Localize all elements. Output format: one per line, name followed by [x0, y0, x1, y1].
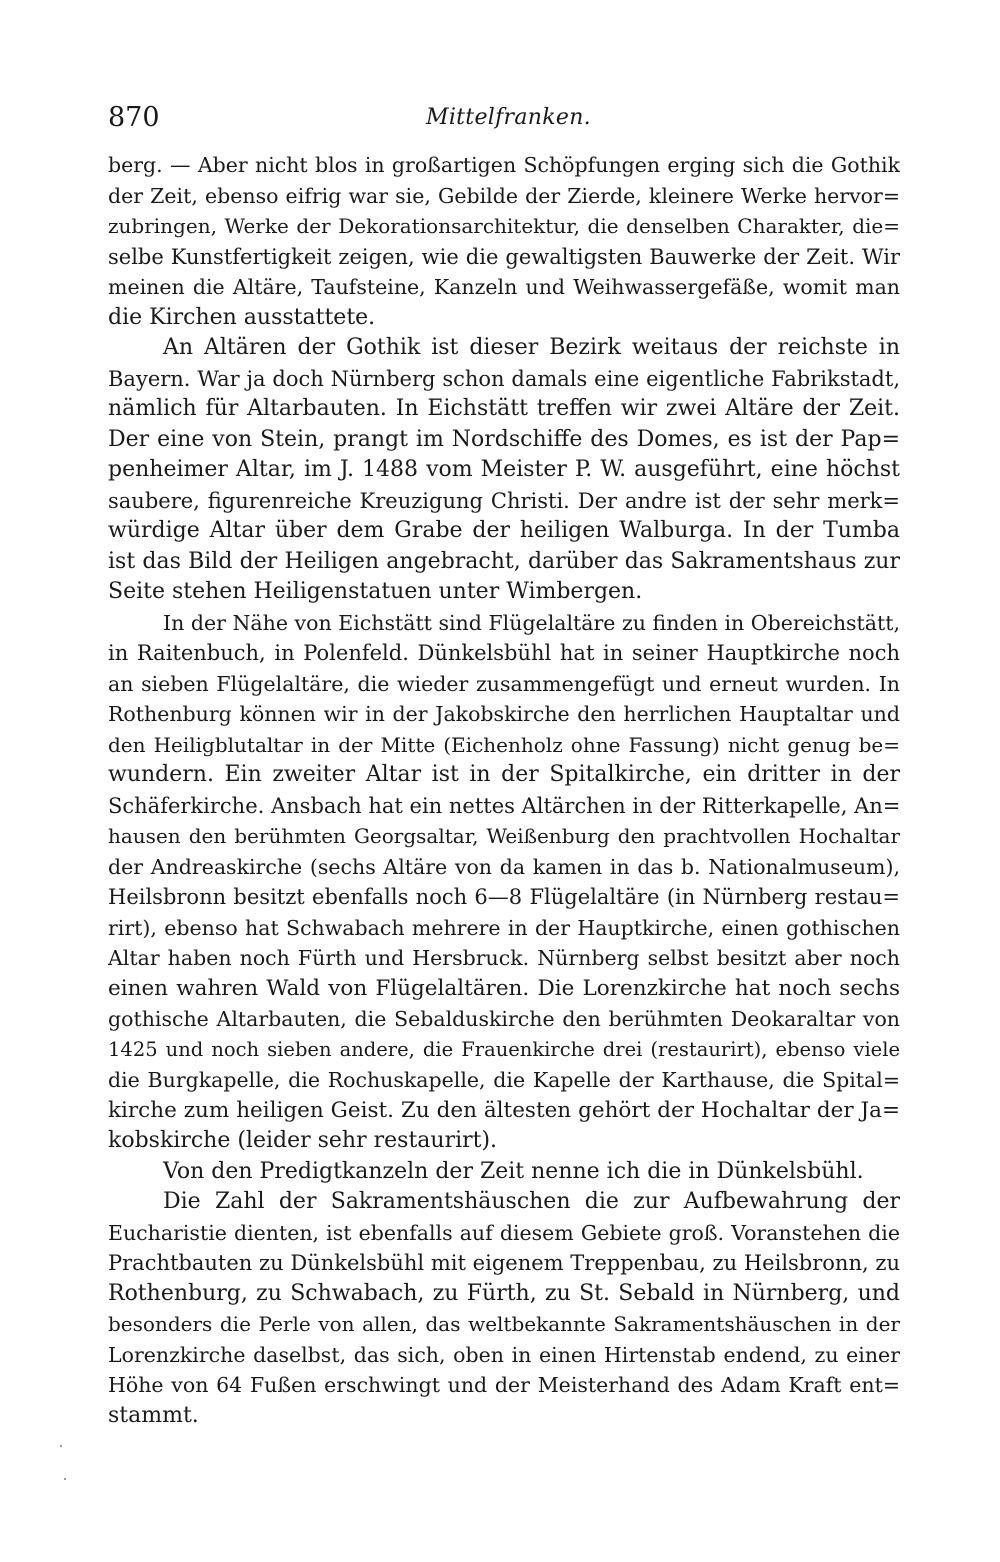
text-line: wundern. Ein zweiter Altar ist in der Spitalkirche, ein dritter in der	[108, 762, 900, 787]
text-line: 1425 und noch sieben andere, die Frauenkirche drei (restaurirt), ebenso viele	[108, 1037, 900, 1061]
text-line: Rothenburg, zu Schwabach, zu Fürth, zu St. Sebald in Nürnberg, und	[108, 1280, 900, 1306]
text-line: saubere, figurenreiche Kreuzigung Christi. Der andre ist der sehr merk=	[108, 488, 900, 513]
text-line: selbe Kunstfertigkeit zeigen, wie die gewaltigsten Bauwerke der Zeit. Wir	[108, 244, 900, 269]
text-line: gothische Altarbauten, die Sebalduskirche den berühmten Deokaraltar von	[108, 1007, 900, 1031]
text-line: würdige Altar über dem Grabe der heiligen Walburga. In der Tumba	[108, 518, 900, 543]
paper-speck	[60, 1445, 62, 1447]
text-line: Seite stehen Heiligenstatuen unter Wimbergen.	[108, 579, 643, 604]
text-line: kobskirche (leider sehr restaurirt).	[108, 1128, 498, 1153]
text-line: meinen die Altäre, Taufsteine, Kanzeln und Weihwassergefäße, womit man	[108, 275, 900, 299]
text-line: Die Zahl der Sakramentshäuschen die zur Aufbewahrung der	[163, 1189, 900, 1214]
text-line: Prachtbauten zu Dünkelsbühl mit eigenem Treppenbau, zu Heilsbronn, zu	[108, 1251, 900, 1275]
text-line: Eucharistie dienten, ist ebenfalls auf diesem Gebiete groß. Voranstehen die	[108, 1220, 900, 1245]
text-line: einen wahren Wald von Flügelaltären. Die Lorenzkirche hat noch sechs	[108, 975, 900, 1001]
text-line: nämlich für Altarbauten. In Eichstätt treffen wir zwei Altäre der Zeit.	[108, 396, 900, 421]
text-line: besonders die Perle von allen, das weltbekannte Sakramentshäuschen in der	[108, 1312, 900, 1336]
text-line: kirche zum heiligen Geist. Zu den ältesten gehört der Hochaltar der Ja=	[108, 1097, 900, 1123]
text-line: In der Nähe von Eichstätt sind Flügelaltäre zu finden in Obereichstätt,	[163, 610, 900, 635]
text-line: rirt), ebenso hat Schwabach mehrere in der Hauptkirche, einen gothischen	[108, 915, 900, 940]
text-line: in Raitenbuch, in Polenfeld. Dünkelsbühl hat in seiner Hauptkirche noch	[108, 641, 900, 665]
text-line: zubringen, Werke der Dekorationsarchitektur, die denselben Charakter, die=	[108, 214, 900, 238]
text-line: die Burgkapelle, die Rochuskapelle, die Kapelle der Karthause, die Spital=	[108, 1068, 900, 1092]
page-header	[108, 98, 900, 138]
text-line: an sieben Flügelaltäre, die wieder zusammengefügt und erneut wurden. In	[108, 671, 900, 696]
text-line: der Zeit, ebenso eifrig war sie, Gebilde der Zierde, kleinere Werke hervor=	[108, 183, 900, 208]
paper-speck	[64, 1478, 66, 1480]
text-line: Altar haben noch Fürth und Hersbruck. Nürnberg selbst besitzt aber noch	[108, 946, 900, 970]
text-line: Heilsbronn besitzt ebenfalls noch 6—8 Flügelaltäre (in Nürnberg restau=	[108, 885, 900, 909]
text-line: Bayern. War ja doch Nürnberg schon damals eine eigentliche Fabrikstadt,	[108, 366, 900, 391]
text-line: Von den Predigtkanzeln der Zeit nenne ich die in Dünkelsbühl.	[163, 1158, 864, 1184]
text-line: Schäferkirche. Ansbach hat ein nettes Altärchen in der Ritterkapelle, An=	[108, 793, 900, 818]
text-line: An Altären der Gothik ist dieser Bezirk weitaus der reichste in	[163, 335, 900, 360]
text-line: ist das Bild der Heiligen angebracht, darüber das Sakramentshaus zur	[108, 548, 900, 574]
text-line: den Heiligblutaltar in der Mitte (Eichenholz ohne Fassung) nicht genug be=	[108, 732, 900, 757]
text-line: die Kirchen ausstattete.	[108, 304, 376, 330]
page-number: 870	[108, 102, 160, 133]
text-line: berg. — Aber nicht blos in großartigen Schöpfungen erging sich die Gothik	[108, 153, 900, 177]
text-line: Der eine von Stein, prangt im Nordschiffe des Domes, es ist der Pap=	[108, 426, 900, 452]
text-line: stammt.	[108, 1402, 199, 1428]
body-text	[108, 150, 900, 1431]
text-line: Höhe von 64 Fußen erschwingt und der Meisterhand des Adam Kraft ent=	[108, 1373, 900, 1397]
text-line: der Andreaskirche (sechs Altäre von da kamen in das b. Nationalmuseum),	[108, 854, 900, 879]
text-line: Lorenzkirche daselbst, das sich, oben in einen Hirtenstab endend, zu einer	[108, 1342, 900, 1367]
text-line: penheimer Altar, im J. 1488 vom Meister P. W. ausgeführt, eine höchst	[108, 457, 900, 482]
text-line: Rothenburg können wir in der Jakobskirche den herrlichen Hauptaltar und	[108, 702, 900, 726]
text-line: hausen den berühmten Georgsaltar, Weißenburg den prachtvollen Hochaltar	[108, 824, 900, 848]
running-head: Mittelfranken.	[426, 105, 591, 130]
